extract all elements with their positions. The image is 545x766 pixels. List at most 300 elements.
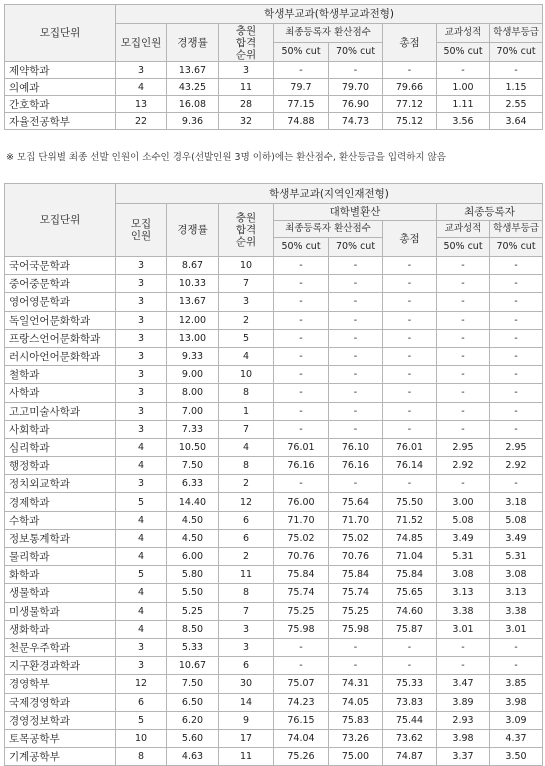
- recruit-count: 4: [116, 620, 167, 638]
- total-score: 71.04: [383, 548, 437, 566]
- unit-name: 토목공학부: [5, 729, 116, 747]
- competition-rate: 9.36: [167, 113, 219, 130]
- total-score: -: [383, 638, 437, 656]
- conv-score-cut50: 77.15: [274, 96, 329, 113]
- recruit-count: 3: [116, 347, 167, 365]
- student-grade-cut70: 3.50: [490, 748, 543, 766]
- table-row: [5, 347, 543, 365]
- recruit-count: 3: [116, 311, 167, 329]
- waitlist-rank: 7: [219, 420, 274, 438]
- student-grade-cut70: -: [490, 420, 543, 438]
- waitlist-rank: 9: [219, 711, 274, 729]
- competition-rate: 6.50: [167, 693, 219, 711]
- total-score: 76.14: [383, 457, 437, 475]
- waitlist-rank: 7: [219, 275, 274, 293]
- conv-score-cut50: 74.88: [274, 113, 329, 130]
- unit-name: 의예과: [5, 79, 116, 96]
- table-row: [5, 475, 543, 493]
- table-body: [5, 62, 543, 130]
- col-header-subject-grade: 교과성적: [437, 24, 490, 43]
- col-header-subject-grade: 교과성적: [437, 221, 490, 238]
- subject-grade-cut50: 3.89: [437, 693, 490, 711]
- student-grade-cut70: 3.38: [490, 602, 543, 620]
- student-grade-cut70: 2.92: [490, 457, 543, 475]
- conv-score-cut70: -: [329, 384, 383, 402]
- col-header-univ-conversion: 대학별환산: [274, 204, 437, 221]
- unit-name: 경제학과: [5, 493, 116, 511]
- recruit-count: 4: [116, 602, 167, 620]
- conv-score-cut70: 73.26: [329, 729, 383, 747]
- unit-name: 심리학과: [5, 438, 116, 456]
- student-grade-cut70: 3.64: [490, 113, 543, 130]
- conv-score-cut70: -: [329, 62, 383, 79]
- unit-name: 지구환경과학과: [5, 657, 116, 675]
- waitlist-rank: 7: [219, 602, 274, 620]
- competition-rate: 6.33: [167, 475, 219, 493]
- conv-score-cut70: -: [329, 311, 383, 329]
- total-score: -: [383, 347, 437, 365]
- competition-rate: 16.08: [167, 96, 219, 113]
- conv-score-cut50: -: [274, 638, 329, 656]
- table-row: [5, 566, 543, 584]
- conv-score-cut70: -: [329, 275, 383, 293]
- table-row: [5, 275, 543, 293]
- waitlist-rank: 11: [219, 748, 274, 766]
- competition-rate: 5.33: [167, 638, 219, 656]
- conv-score-cut70: 76.10: [329, 438, 383, 456]
- student-grade-cut70: -: [490, 311, 543, 329]
- unit-name: 러시아언어문화학과: [5, 347, 116, 365]
- recruit-count: 3: [116, 420, 167, 438]
- student-grade-cut70: 3.01: [490, 620, 543, 638]
- subject-grade-cut50: 3.56: [437, 113, 490, 130]
- col-header-waitlist: 충원합격순위: [219, 204, 274, 257]
- total-score: -: [383, 420, 437, 438]
- student-grade-cut70: 5.31: [490, 548, 543, 566]
- table-row: [5, 584, 543, 602]
- recruit-count: 4: [116, 584, 167, 602]
- col-header-total: 총점: [383, 221, 437, 257]
- recruit-count: 4: [116, 548, 167, 566]
- total-score: 75.84: [383, 566, 437, 584]
- conv-score-cut70: -: [329, 293, 383, 311]
- student-grade-cut70: 5.08: [490, 511, 543, 529]
- conv-score-cut50: 74.04: [274, 729, 329, 747]
- subject-grade-cut50: 3.38: [437, 602, 490, 620]
- subject-grade-cut50: 3.49: [437, 529, 490, 547]
- recruit-count: 3: [116, 366, 167, 384]
- recruit-count: 6: [116, 693, 167, 711]
- subject-grade-cut50: 3.98: [437, 729, 490, 747]
- conv-score-cut70: 71.70: [329, 511, 383, 529]
- col-header-cut50: 50% cut: [274, 43, 329, 62]
- col-header-recruit: 모집인원: [116, 204, 167, 257]
- student-grade-cut70: 3.09: [490, 711, 543, 729]
- table-row: [5, 511, 543, 529]
- waitlist-rank: 8: [219, 384, 274, 402]
- table-row: [5, 638, 543, 656]
- conv-score-cut50: -: [274, 62, 329, 79]
- competition-rate: 5.80: [167, 566, 219, 584]
- subject-grade-cut50: 3.00: [437, 493, 490, 511]
- waitlist-rank: 10: [219, 366, 274, 384]
- recruit-count: 3: [116, 638, 167, 656]
- total-score: 75.65: [383, 584, 437, 602]
- conv-score-cut70: -: [329, 475, 383, 493]
- conv-score-cut50: 79.7: [274, 79, 329, 96]
- table-row: [5, 548, 543, 566]
- unit-name: 경영정보학과: [5, 711, 116, 729]
- conv-score-cut70: 76.90: [329, 96, 383, 113]
- conv-score-cut70: 75.02: [329, 529, 383, 547]
- conv-score-cut70: 79.70: [329, 79, 383, 96]
- subject-grade-cut50: -: [437, 384, 490, 402]
- conv-score-cut50: 75.25: [274, 602, 329, 620]
- competition-rate: 13.67: [167, 62, 219, 79]
- student-grade-cut70: 3.18: [490, 493, 543, 511]
- competition-rate: 7.33: [167, 420, 219, 438]
- conv-score-cut50: 76.01: [274, 438, 329, 456]
- total-score: 77.12: [383, 96, 437, 113]
- competition-rate: 13.67: [167, 293, 219, 311]
- total-score: 79.66: [383, 79, 437, 96]
- table-row: [5, 620, 543, 638]
- unit-name: 중어중문학과: [5, 275, 116, 293]
- conv-score-cut50: -: [274, 329, 329, 347]
- conv-score-cut70: 75.98: [329, 620, 383, 638]
- waitlist-rank: 30: [219, 675, 274, 693]
- competition-rate: 4.50: [167, 511, 219, 529]
- total-score: 75.33: [383, 675, 437, 693]
- competition-rate: 9.00: [167, 366, 219, 384]
- total-score: 75.50: [383, 493, 437, 511]
- unit-name: 행정학과: [5, 457, 116, 475]
- unit-name: 물리학과: [5, 548, 116, 566]
- unit-name: 영어영문학과: [5, 293, 116, 311]
- total-score: -: [383, 657, 437, 675]
- table-row: [5, 257, 543, 275]
- total-score: 75.12: [383, 113, 437, 130]
- competition-rate: 6.20: [167, 711, 219, 729]
- subject-grade-cut50: -: [437, 347, 490, 365]
- total-score: -: [383, 311, 437, 329]
- admission-table-2: [4, 183, 543, 766]
- recruit-count: 4: [116, 79, 167, 96]
- recruit-count: 5: [116, 711, 167, 729]
- recruit-count: 3: [116, 402, 167, 420]
- waitlist-rank: 3: [219, 620, 274, 638]
- recruit-count: 4: [116, 529, 167, 547]
- conv-score-cut70: 74.31: [329, 675, 383, 693]
- total-score: -: [383, 402, 437, 420]
- recruit-count: 3: [116, 62, 167, 79]
- competition-rate: 6.00: [167, 548, 219, 566]
- col-header-conv-score: 최종등록자 환산점수: [274, 221, 383, 238]
- subject-grade-cut50: 3.37: [437, 748, 490, 766]
- table-row: [5, 420, 543, 438]
- conv-score-cut50: 75.02: [274, 529, 329, 547]
- unit-name: 간호학과: [5, 96, 116, 113]
- conv-score-cut70: 75.74: [329, 584, 383, 602]
- conv-score-cut70: -: [329, 329, 383, 347]
- unit-name: 수학과: [5, 511, 116, 529]
- recruit-count: 5: [116, 566, 167, 584]
- unit-name: 화학과: [5, 566, 116, 584]
- student-grade-cut70: -: [490, 329, 543, 347]
- conv-score-cut50: 75.74: [274, 584, 329, 602]
- conv-score-cut50: 74.23: [274, 693, 329, 711]
- conv-score-cut50: 76.15: [274, 711, 329, 729]
- waitlist-rank: 11: [219, 566, 274, 584]
- waitlist-rank: 17: [219, 729, 274, 747]
- recruit-count: 8: [116, 748, 167, 766]
- conv-score-cut50: -: [274, 402, 329, 420]
- unit-name: 정보통계학과: [5, 529, 116, 547]
- unit-name: 미생물학과: [5, 602, 116, 620]
- waitlist-rank: 10: [219, 257, 274, 275]
- student-grade-cut70: -: [490, 638, 543, 656]
- waitlist-rank: 1: [219, 402, 274, 420]
- table-row: [5, 311, 543, 329]
- subject-grade-cut50: -: [437, 420, 490, 438]
- total-score: -: [383, 475, 437, 493]
- waitlist-rank: 2: [219, 548, 274, 566]
- conv-score-cut50: 76.00: [274, 493, 329, 511]
- total-score: -: [383, 275, 437, 293]
- competition-rate: 8.50: [167, 620, 219, 638]
- col-header-cut70: 70% cut: [490, 43, 543, 62]
- student-grade-cut70: 1.15: [490, 79, 543, 96]
- table-body: [5, 257, 543, 766]
- total-score: 74.85: [383, 529, 437, 547]
- competition-rate: 8.00: [167, 384, 219, 402]
- conv-score-cut70: -: [329, 657, 383, 675]
- col-header-cut70: 70% cut: [329, 43, 383, 62]
- unit-name: 국어국문학과: [5, 257, 116, 275]
- unit-name: 독일언어문화학과: [5, 311, 116, 329]
- conv-score-cut70: 75.25: [329, 602, 383, 620]
- waitlist-rank: 3: [219, 62, 274, 79]
- conv-score-cut70: 76.16: [329, 457, 383, 475]
- col-header-cut50: 50% cut: [437, 238, 490, 257]
- conv-score-cut70: -: [329, 347, 383, 365]
- competition-rate: 5.25: [167, 602, 219, 620]
- waitlist-rank: 2: [219, 475, 274, 493]
- student-grade-cut70: -: [490, 293, 543, 311]
- recruit-count: 3: [116, 475, 167, 493]
- student-grade-cut70: 3.49: [490, 529, 543, 547]
- conv-score-cut50: -: [274, 293, 329, 311]
- unit-name: 경영학부: [5, 675, 116, 693]
- conv-score-cut50: -: [274, 347, 329, 365]
- table-title: 학생부교과(학생부교과전형): [116, 5, 543, 24]
- table-row: [5, 113, 543, 130]
- unit-name: 생물학과: [5, 584, 116, 602]
- subject-grade-cut50: 3.47: [437, 675, 490, 693]
- subject-grade-cut50: 2.93: [437, 711, 490, 729]
- unit-name: 고고미술사학과: [5, 402, 116, 420]
- subject-grade-cut50: 2.95: [437, 438, 490, 456]
- col-header-competition: 경쟁률: [167, 24, 219, 62]
- conv-score-cut50: -: [274, 475, 329, 493]
- conv-score-cut70: 75.83: [329, 711, 383, 729]
- competition-rate: 43.25: [167, 79, 219, 96]
- conv-score-cut70: 75.00: [329, 748, 383, 766]
- unit-name: 생화학과: [5, 620, 116, 638]
- competition-rate: 9.33: [167, 347, 219, 365]
- total-score: 74.60: [383, 602, 437, 620]
- table-row: [5, 693, 543, 711]
- conv-score-cut50: 75.26: [274, 748, 329, 766]
- student-grade-cut70: 3.08: [490, 566, 543, 584]
- waitlist-rank: 2: [219, 311, 274, 329]
- recruit-count: 22: [116, 113, 167, 130]
- conv-score-cut70: -: [329, 420, 383, 438]
- table-row: [5, 529, 543, 547]
- conv-score-cut50: -: [274, 420, 329, 438]
- table-row: [5, 438, 543, 456]
- subject-grade-cut50: -: [437, 275, 490, 293]
- competition-rate: 5.60: [167, 729, 219, 747]
- col-header-recruit: 모집인원: [116, 24, 167, 62]
- conv-score-cut50: -: [274, 311, 329, 329]
- total-score: -: [383, 257, 437, 275]
- student-grade-cut70: -: [490, 366, 543, 384]
- competition-rate: 7.00: [167, 402, 219, 420]
- recruit-count: 3: [116, 657, 167, 675]
- waitlist-rank: 6: [219, 529, 274, 547]
- conv-score-cut50: 75.84: [274, 566, 329, 584]
- conv-score-cut50: 71.70: [274, 511, 329, 529]
- subject-grade-cut50: 5.08: [437, 511, 490, 529]
- competition-rate: 13.00: [167, 329, 219, 347]
- competition-rate: 5.50: [167, 584, 219, 602]
- subject-grade-cut50: 3.08: [437, 566, 490, 584]
- total-score: -: [383, 366, 437, 384]
- recruit-count: 3: [116, 275, 167, 293]
- col-header-unit: 모집단위: [5, 5, 116, 62]
- competition-rate: 7.50: [167, 675, 219, 693]
- unit-name: 기계공학부: [5, 748, 116, 766]
- student-grade-cut70: 4.37: [490, 729, 543, 747]
- competition-rate: 14.40: [167, 493, 219, 511]
- table-row: [5, 79, 543, 96]
- total-score: 75.44: [383, 711, 437, 729]
- table-row: [5, 602, 543, 620]
- col-header-cut50: 50% cut: [274, 238, 329, 257]
- conv-score-cut50: 76.16: [274, 457, 329, 475]
- col-header-final-registrants: 최종등록자: [437, 204, 543, 221]
- unit-name: 국제경영학과: [5, 693, 116, 711]
- subject-grade-cut50: -: [437, 402, 490, 420]
- student-grade-cut70: 3.98: [490, 693, 543, 711]
- recruit-count: 3: [116, 329, 167, 347]
- subject-grade-cut50: 5.31: [437, 548, 490, 566]
- table-row: [5, 729, 543, 747]
- recruit-count: 10: [116, 729, 167, 747]
- recruit-count: 3: [116, 257, 167, 275]
- competition-rate: 10.67: [167, 657, 219, 675]
- recruit-count: 3: [116, 384, 167, 402]
- table-row: [5, 329, 543, 347]
- student-grade-cut70: -: [490, 402, 543, 420]
- col-header-unit: 모집단위: [5, 184, 116, 257]
- table-row: [5, 293, 543, 311]
- recruit-count: 4: [116, 457, 167, 475]
- unit-name: 제약학과: [5, 62, 116, 79]
- conv-score-cut50: -: [274, 257, 329, 275]
- waitlist-rank: 4: [219, 347, 274, 365]
- waitlist-rank: 11: [219, 79, 274, 96]
- waitlist-rank: 3: [219, 638, 274, 656]
- col-header-total: 총점: [383, 24, 437, 62]
- conv-score-cut70: 75.64: [329, 493, 383, 511]
- total-score: -: [383, 384, 437, 402]
- student-grade-cut70: 3.13: [490, 584, 543, 602]
- total-score: 75.87: [383, 620, 437, 638]
- conv-score-cut70: -: [329, 638, 383, 656]
- waitlist-rank: 4: [219, 438, 274, 456]
- waitlist-rank: 6: [219, 657, 274, 675]
- conv-score-cut70: 75.84: [329, 566, 383, 584]
- col-header-student-grade: 학생부등급: [490, 24, 543, 43]
- admission-table-1: [4, 4, 543, 130]
- competition-rate: 4.50: [167, 529, 219, 547]
- student-grade-cut70: -: [490, 62, 543, 79]
- table-row: [5, 366, 543, 384]
- unit-name: 프랑스언어문화학과: [5, 329, 116, 347]
- waitlist-rank: 8: [219, 457, 274, 475]
- waitlist-rank: 32: [219, 113, 274, 130]
- total-score: -: [383, 62, 437, 79]
- subject-grade-cut50: -: [437, 638, 490, 656]
- competition-rate: 8.67: [167, 257, 219, 275]
- conv-score-cut50: 70.76: [274, 548, 329, 566]
- subject-grade-cut50: -: [437, 475, 490, 493]
- conv-score-cut50: -: [274, 275, 329, 293]
- student-grade-cut70: -: [490, 257, 543, 275]
- col-header-student-grade: 학생부등급: [490, 221, 543, 238]
- student-grade-cut70: -: [490, 384, 543, 402]
- total-score: 71.52: [383, 511, 437, 529]
- unit-name: 자율전공학부: [5, 113, 116, 130]
- total-score: 76.01: [383, 438, 437, 456]
- subject-grade-cut50: 2.92: [437, 457, 490, 475]
- student-grade-cut70: -: [490, 347, 543, 365]
- table-row: [5, 96, 543, 113]
- unit-name: 사회학과: [5, 420, 116, 438]
- table-row: [5, 748, 543, 766]
- competition-rate: 10.33: [167, 275, 219, 293]
- conv-score-cut50: 75.07: [274, 675, 329, 693]
- subject-grade-cut50: -: [437, 293, 490, 311]
- table-row: [5, 457, 543, 475]
- table-row: [5, 675, 543, 693]
- table-row: [5, 493, 543, 511]
- table-title: 학생부교과(지역인재전형): [116, 184, 543, 204]
- footnote: ※ 모집 단위별 최종 선발 인원이 소수인 경우(선발인원 3명 이하)에는 환산점수, 환산등급을 입력하지 않음: [6, 152, 446, 163]
- student-grade-cut70: -: [490, 475, 543, 493]
- col-header-cut70: 70% cut: [329, 238, 383, 257]
- waitlist-rank: 8: [219, 584, 274, 602]
- col-header-competition: 경쟁률: [167, 204, 219, 257]
- competition-rate: 7.50: [167, 457, 219, 475]
- subject-grade-cut50: -: [437, 366, 490, 384]
- unit-name: 정치외교학과: [5, 475, 116, 493]
- waitlist-rank: 6: [219, 511, 274, 529]
- subject-grade-cut50: 3.01: [437, 620, 490, 638]
- total-score: -: [383, 329, 437, 347]
